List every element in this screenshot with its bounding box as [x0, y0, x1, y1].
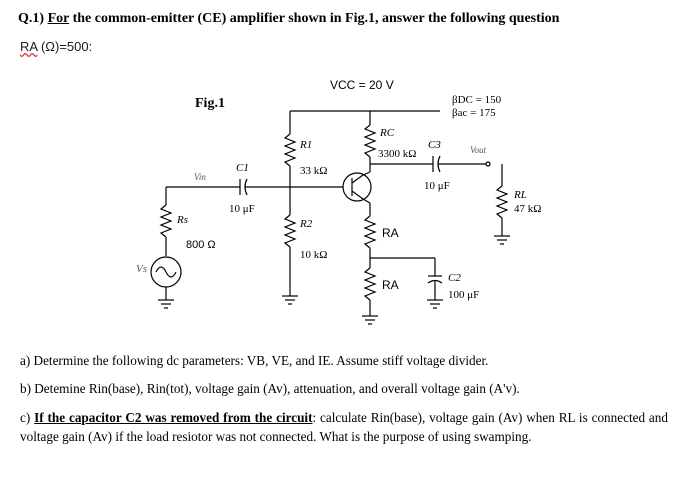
- part-c-body: c) If the capacitor C2 was removed from the circuit: calculate Rin(base), voltage gain (Av) when RL is connected and voltage gain (Av) if the load resiotor was not connected. What is the purpose of using swamping.: [20, 410, 668, 444]
- part-b-text: b) Detemine Rin(base), Rin(tot), voltage gain (Av), attenuation, and overall voltage gain (A'v).: [20, 381, 520, 396]
- figure-label: Fig.1: [195, 96, 225, 111]
- c3-value: 10 μF: [424, 180, 450, 192]
- bdc-label: βDC = 150: [452, 94, 502, 106]
- part-c-text: [20, 408, 668, 446]
- ra-prefix: RA: [20, 39, 38, 54]
- rl-name: RL: [514, 189, 527, 201]
- ra-suffix: (Ω)=500:: [40, 39, 93, 54]
- r1-value: 33 kΩ: [300, 165, 328, 177]
- ra-upper-label: RA: [382, 226, 399, 240]
- rs-resistor: [161, 205, 171, 237]
- rc-resistor: [365, 125, 375, 157]
- question-number: Q.1): [18, 11, 45, 26]
- r2-resistor: [285, 215, 295, 247]
- r1-name: R1: [300, 139, 313, 151]
- rs-name: Rs: [177, 214, 188, 226]
- transistor-body: [343, 173, 371, 201]
- r1-resistor: [285, 134, 295, 166]
- c3-name: C3: [428, 139, 441, 151]
- rc-name: RC: [380, 127, 395, 139]
- bac-label: βac = 175: [452, 107, 496, 119]
- c1-name: C1: [236, 162, 249, 174]
- c2-name: C2: [448, 272, 461, 284]
- ra-lower-label: RA: [382, 278, 399, 292]
- ra-lower-resistor: [365, 268, 375, 300]
- question-title-text: the common-emitter (CE) amplifier shown in Fig.1, answer the following question: [72, 11, 560, 26]
- rl-resistor: [497, 186, 507, 218]
- vs-label: Vs: [136, 263, 147, 275]
- ra-upper-resistor: [365, 216, 375, 248]
- rc-value: 3300 kΩ: [378, 148, 417, 160]
- c2-value: 100 μF: [448, 289, 480, 301]
- part-a-text: a) Determine the following dc parameters: VB, VE, and IE. Assume stiff voltage divider.: [20, 353, 489, 368]
- rs-value: 800 Ω: [186, 239, 216, 251]
- vin-label: Vin: [194, 172, 206, 182]
- c1-value: 10 μF: [229, 203, 255, 215]
- vout-label: Vout: [470, 145, 487, 155]
- vcc-label: VCC = 20 V: [330, 78, 394, 92]
- rl-value: 47 kΩ: [514, 203, 542, 215]
- question-for-word: For: [47, 11, 70, 26]
- r2-name: R2: [300, 218, 313, 230]
- r2-value: 10 kΩ: [300, 249, 328, 261]
